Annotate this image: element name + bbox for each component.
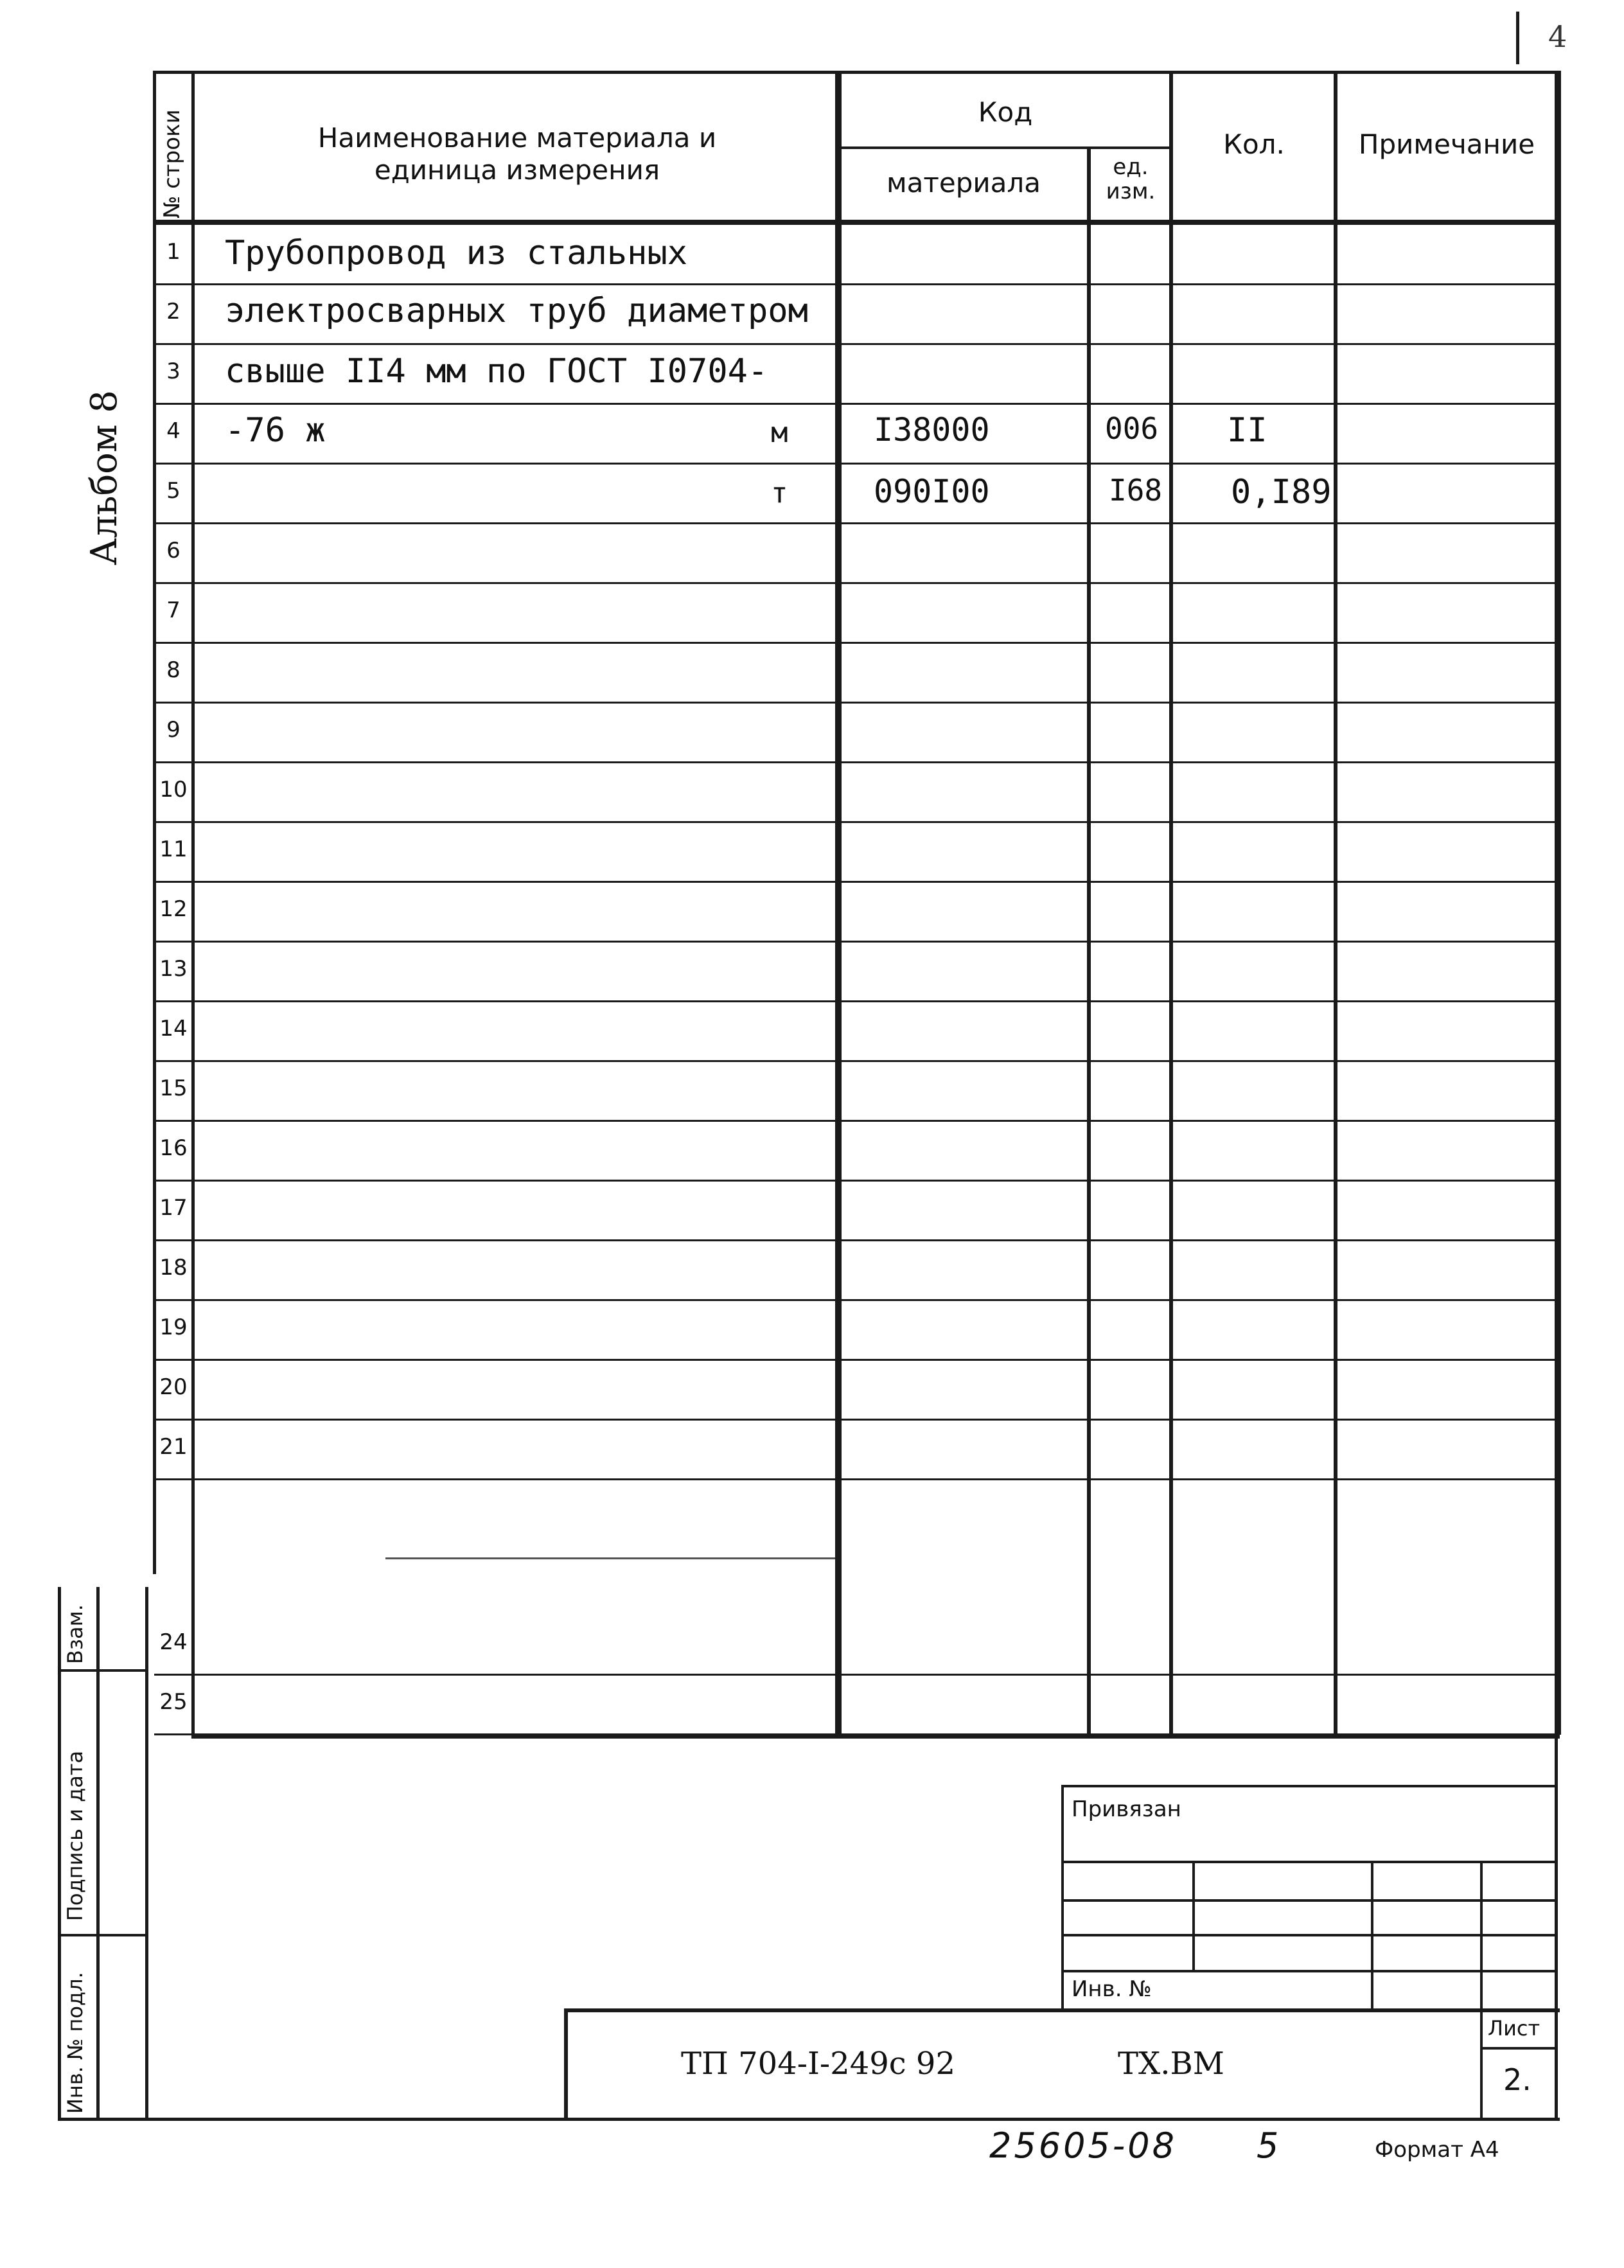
stamp-vzam: Взам. xyxy=(63,1604,87,1664)
row-divider xyxy=(154,1359,1560,1361)
row-number: 4 xyxy=(166,418,181,444)
row-number: 8 xyxy=(166,657,181,683)
stamp-signature: Подпись и дата xyxy=(63,1750,87,1921)
sheet-number: 2. xyxy=(1503,2062,1531,2097)
row-number: 11 xyxy=(159,837,188,862)
row-divider xyxy=(154,1299,1560,1301)
header-qty: Кол. xyxy=(1223,128,1285,160)
row-divider xyxy=(154,1120,1560,1122)
inv-no-label: Инв. № xyxy=(1072,1976,1152,2002)
row-5-unit: т xyxy=(771,477,788,509)
doc-section: ТХ.ВМ xyxy=(1118,2046,1224,2082)
row-divider xyxy=(154,941,1560,943)
row-3-name: свыше II4 мм по ГОСТ I0704- xyxy=(225,352,768,391)
row-divider xyxy=(154,1060,1560,1062)
header-unit-code-1: ед. xyxy=(1113,154,1149,180)
row-divider xyxy=(154,1419,1560,1421)
copy-number: 5 xyxy=(1257,2125,1279,2166)
row-number: 6 xyxy=(166,538,181,563)
row-4-unit: м xyxy=(771,416,788,449)
row-number: 3 xyxy=(166,359,181,384)
row-number: 9 xyxy=(166,717,181,743)
row-number: 25 xyxy=(159,1689,188,1715)
album-label: Альбом 8 xyxy=(84,390,125,565)
row-divider xyxy=(154,642,1560,644)
row-number: 1 xyxy=(166,239,181,265)
row-divider xyxy=(154,582,1560,584)
row-5-material-code: 090I00 xyxy=(874,473,990,510)
row-divider xyxy=(154,1478,1560,1480)
header-unit-code-2: изм. xyxy=(1106,179,1156,204)
row-5-unit-code: I68 xyxy=(1109,473,1163,508)
page-corner-mark xyxy=(1516,12,1519,64)
header-material: материала xyxy=(886,167,1041,199)
row-number: 19 xyxy=(159,1315,188,1340)
row-divider xyxy=(154,881,1560,883)
row-number: 24 xyxy=(159,1629,188,1655)
order-number: 25605-08 xyxy=(989,2125,1177,2166)
row-number: 2 xyxy=(166,299,181,324)
row-1-name: Трубопровод из стальных xyxy=(225,234,688,272)
header-code: Код xyxy=(978,96,1033,128)
header-name-line2: единица измерения xyxy=(374,154,660,186)
row-number: 13 xyxy=(159,956,188,982)
header-note: Примечание xyxy=(1358,128,1535,160)
format-label: Формат А4 xyxy=(1375,2137,1499,2163)
row-divider xyxy=(154,403,1560,405)
row-divider xyxy=(154,522,1560,524)
row-divider xyxy=(154,1239,1560,1241)
row-number: 12 xyxy=(159,896,188,922)
row-number: 10 xyxy=(159,777,188,802)
row-number: 5 xyxy=(166,478,181,504)
row-number: 16 xyxy=(159,1135,188,1161)
row-5-qty: 0,I89 xyxy=(1231,473,1332,511)
row-number: 18 xyxy=(159,1255,188,1280)
row-divider xyxy=(154,1000,1560,1002)
gap-divider xyxy=(385,1557,835,1559)
privyazan-label: Привязан xyxy=(1072,1796,1181,1822)
row-number: 17 xyxy=(159,1195,188,1221)
row-number: 15 xyxy=(159,1076,188,1101)
stamp-inv-podl: Инв. № подл. xyxy=(63,1972,87,2114)
row-divider xyxy=(154,1674,1560,1676)
header-row-number: № строки xyxy=(159,109,185,218)
row-number: 14 xyxy=(159,1016,188,1041)
row-divider xyxy=(154,821,1560,823)
row-4-material-code: I38000 xyxy=(874,411,990,448)
page-number: 4 xyxy=(1548,19,1567,54)
row-divider xyxy=(154,343,1560,345)
row-divider xyxy=(154,761,1560,763)
row-2-name: электросварных труб диаметром xyxy=(225,292,808,330)
row-number: 7 xyxy=(166,598,181,623)
row-divider xyxy=(154,1180,1560,1182)
list-label: Лист xyxy=(1488,2016,1540,2041)
row-4-name: -76 ж xyxy=(225,411,326,450)
row-number: 20 xyxy=(159,1374,188,1400)
row-divider xyxy=(154,283,1560,285)
row-4-unit-code: 006 xyxy=(1105,411,1159,446)
row-divider xyxy=(154,463,1560,465)
doc-code: ТП 704-I-249с 92 xyxy=(681,2046,955,2082)
header-name-line1: Наименование материала и xyxy=(317,122,717,154)
row-number: 21 xyxy=(159,1434,188,1460)
row-4-qty: II xyxy=(1227,411,1267,450)
row-divider xyxy=(154,702,1560,704)
